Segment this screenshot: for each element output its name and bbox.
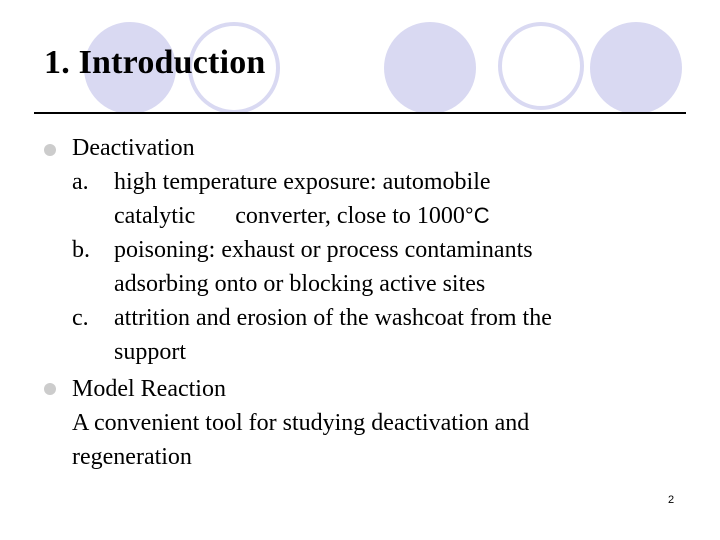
- bullet-heading-model-reaction: Model Reaction: [72, 376, 226, 402]
- bullet-body-text: A convenient tool for studying deactivation and: [72, 410, 530, 436]
- sub-item-text: high temperature exposure: automobile: [114, 169, 491, 195]
- page-number: 2: [668, 494, 675, 506]
- title-divider: [34, 112, 686, 114]
- decorative-circle-filled: [590, 22, 682, 114]
- decorative-circle-filled: [384, 22, 476, 114]
- bullet-body-text-continued: regeneration: [72, 444, 192, 470]
- bullet-dot-icon: [44, 144, 56, 156]
- decorative-circle-outline: [498, 22, 584, 110]
- sub-item-label: c.: [72, 305, 89, 331]
- sub-item-text-part: converter, close to 1000: [235, 203, 465, 229]
- sub-item-label: a.: [72, 169, 89, 195]
- bullet-heading-deactivation: Deactivation: [72, 135, 195, 161]
- slide-title: 1. Introduction: [44, 44, 266, 81]
- sub-item-text-continued: adsorbing onto or blocking active sites: [114, 271, 486, 297]
- bullet-dot-icon: [44, 383, 56, 395]
- sub-item-label: b.: [72, 237, 90, 263]
- sub-item-text-part: catalytic: [114, 203, 196, 229]
- sub-item-text-continued: support: [114, 339, 186, 365]
- sub-item-text: attrition and erosion of the washcoat from the: [114, 305, 552, 331]
- temperature-unit: °C: [464, 203, 490, 228]
- sub-item-text-continued: [114, 199, 490, 233]
- sub-item-text: poisoning: exhaust or process contaminants: [114, 237, 533, 263]
